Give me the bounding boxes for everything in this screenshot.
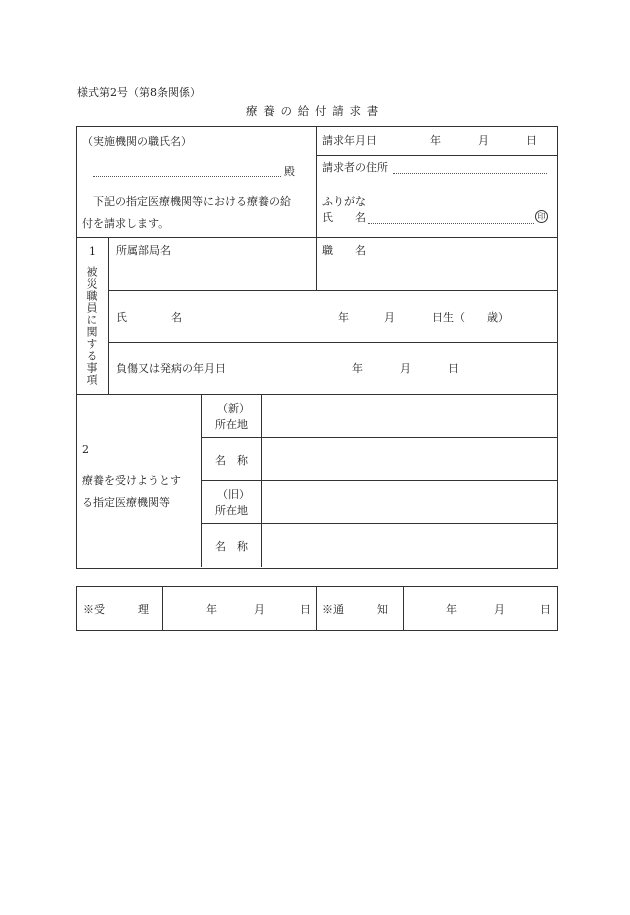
row-divider (201, 523, 557, 524)
row-divider (316, 155, 557, 156)
col-divider (316, 237, 317, 290)
row-divider (76, 394, 557, 395)
row-divider (108, 342, 557, 343)
employee-name-label: 氏 名 (116, 311, 182, 324)
injury-month-label: 月 (400, 362, 411, 375)
row-divider (201, 437, 557, 438)
notice-label: ※通 知 (322, 603, 388, 616)
section2-heading-line2: る指定医療機関等 (82, 496, 170, 509)
request-year-label: 年 (430, 134, 441, 147)
name-line[interactable] (368, 223, 534, 224)
form-title: 療養の給付請求書 (246, 104, 384, 118)
col-divider (108, 237, 109, 394)
notice-year-label: 年 (446, 603, 457, 616)
new-name-label: 名 称 (215, 454, 248, 467)
department-label: 所属部局名 (116, 244, 171, 257)
birth-month-label: 月 (384, 311, 395, 324)
col-divider (316, 586, 317, 630)
new-tag: （新） (217, 402, 250, 415)
col-divider (162, 586, 163, 630)
form-number: 様式第2号（第8条関係） (77, 86, 201, 99)
request-day-label: 日 (526, 134, 537, 147)
request-month-label: 月 (478, 134, 489, 147)
col-divider (403, 586, 404, 630)
request-text-line2: 付を請求します。 (82, 217, 170, 230)
section1-heading: 被災職員に関する事項 (85, 266, 98, 386)
injury-date-label: 負傷又は発病の年月日 (116, 362, 226, 375)
old-name-label: 名 称 (215, 540, 248, 553)
institution-label: （実施機関の職氏名） (82, 135, 192, 148)
old-tag: （旧） (217, 488, 250, 501)
new-location-label: 所在地 (215, 418, 248, 431)
request-text-line1: 下記の指定医療機関等における療養の給 (93, 195, 291, 208)
position-label: 職 名 (322, 244, 366, 257)
address-line[interactable] (393, 173, 547, 174)
col-divider (316, 126, 317, 237)
section1-number: 1 (89, 245, 96, 258)
section2-heading-line1: 療養を受けようとす (82, 474, 181, 487)
furigana-label: ふりがな (322, 195, 366, 208)
addressee-suffix: 殿 (284, 165, 295, 178)
notice-day-label: 日 (540, 603, 551, 616)
request-date-label: 請求年月日 (322, 134, 377, 147)
birth-year-label: 年 (338, 311, 349, 324)
row-divider (201, 480, 557, 481)
received-day-label: 日 (300, 603, 311, 616)
old-location-label: 所在地 (215, 504, 248, 517)
received-year-label: 年 (206, 603, 217, 616)
received-month-label: 月 (254, 603, 265, 616)
addressee-line[interactable] (93, 176, 281, 177)
row-divider (108, 290, 557, 291)
name-label: 氏 名 (322, 211, 366, 224)
injury-year-label: 年 (352, 362, 363, 375)
seal-icon: 印 (535, 210, 548, 223)
address-label: 請求者の住所 (322, 161, 388, 174)
received-label: ※受 理 (83, 603, 149, 616)
section2-number: 2 (82, 443, 89, 456)
birth-day-label: 日生（ 歳） (432, 311, 509, 324)
injury-day-label: 日 (448, 362, 459, 375)
notice-month-label: 月 (494, 603, 505, 616)
